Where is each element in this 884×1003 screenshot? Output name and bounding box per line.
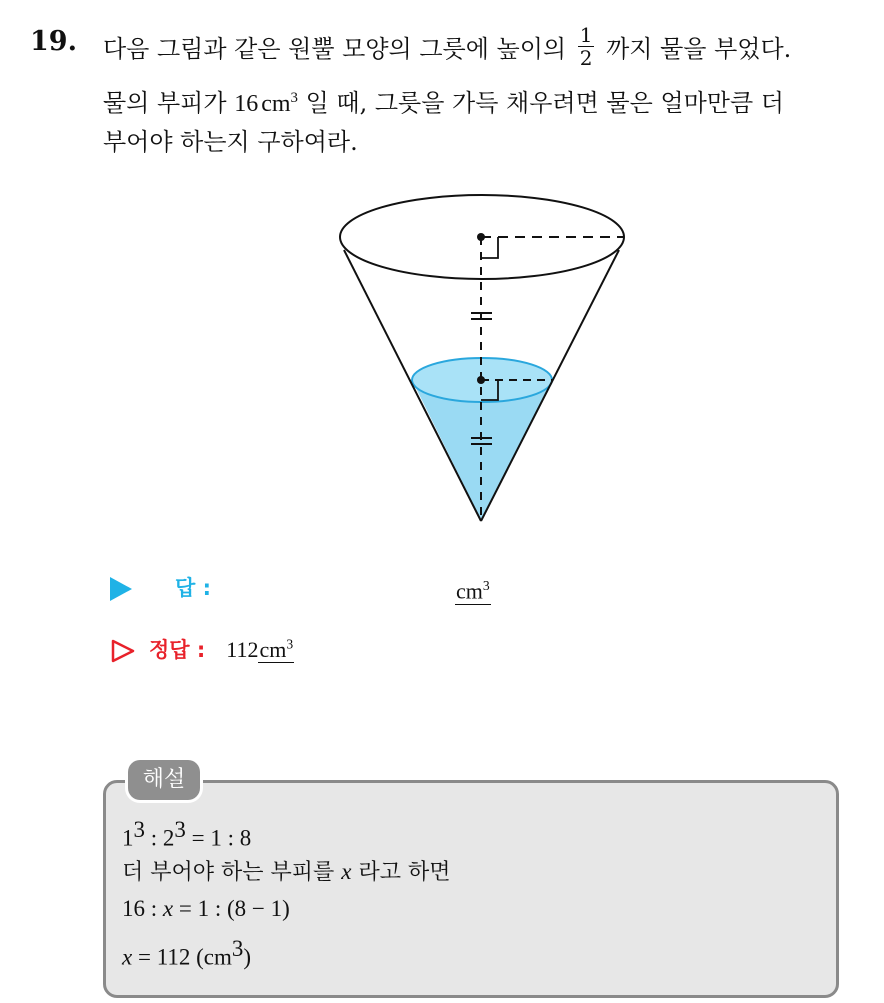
question-text-2b: 일 때, 그릇을 가득 채우려면 물은 얼마만큼 더 bbox=[305, 89, 784, 117]
fraction-denominator: 2 bbox=[579, 46, 593, 70]
answer-unit-exp: 3 bbox=[482, 578, 490, 593]
fraction-numerator: 1 bbox=[579, 23, 593, 47]
explanation-line-1 bbox=[122, 817, 251, 851]
cone-figure bbox=[330, 190, 630, 530]
exp1-b-exp: 3 bbox=[174, 817, 186, 842]
exp2-after: 라고 하면 bbox=[358, 860, 451, 885]
exp1-rest: = 1 : 8 bbox=[185, 825, 252, 851]
exp4-rest: = 112 (cm bbox=[132, 944, 232, 970]
correct-value-number: 112 bbox=[226, 637, 259, 662]
exp3-a: 16 : bbox=[122, 896, 163, 921]
explanation-line-2 bbox=[122, 855, 450, 886]
right-angle-top bbox=[481, 237, 498, 258]
exp1-mid: : 2 bbox=[145, 825, 175, 851]
exp1-a: 1 bbox=[122, 825, 134, 851]
explanation-tab: 해설 bbox=[128, 760, 200, 800]
question-line-3: 부어야 하는지 구하여라. bbox=[103, 128, 358, 156]
answer-unit-text: cm bbox=[456, 578, 483, 604]
fraction-one-half bbox=[578, 24, 595, 69]
exp3-rest: = 1 : (8 − 1) bbox=[173, 896, 290, 921]
correct-answer-row bbox=[110, 634, 294, 664]
exp4-exp: 3 bbox=[231, 936, 244, 961]
outline-arrow-icon bbox=[110, 638, 136, 664]
exp2-var: x bbox=[341, 859, 352, 884]
question-line-2 bbox=[103, 83, 784, 118]
play-arrow-icon bbox=[110, 577, 132, 601]
answer-row bbox=[110, 572, 211, 602]
exp1-a-exp: 3 bbox=[133, 817, 145, 842]
explanation-line-3 bbox=[122, 896, 290, 922]
correct-value-unit bbox=[258, 637, 294, 663]
question-text-1a: 다음 그림과 같은 원뿔 모양의 그릇에 높이의 bbox=[103, 35, 567, 63]
correct-answer-label: 정답 : bbox=[149, 638, 206, 662]
correct-unit-exp: 3 bbox=[286, 636, 294, 652]
exp2-before: 더 부어야 하는 부피를 bbox=[122, 860, 335, 885]
volume-unit: cm bbox=[261, 91, 291, 117]
exp3-var: x bbox=[162, 896, 174, 921]
question-text-2a: 물의 부피가 bbox=[103, 89, 227, 117]
answer-label: 답 : bbox=[175, 576, 211, 600]
correct-unit-text: cm bbox=[259, 637, 287, 662]
question-number: 19. bbox=[30, 26, 77, 57]
correct-answer-value bbox=[226, 637, 294, 662]
answer-unit bbox=[455, 573, 491, 605]
question-line-1 bbox=[103, 23, 792, 73]
volume-exp: 3 bbox=[290, 90, 298, 106]
volume-value: 16 bbox=[234, 91, 259, 117]
explanation-line-4 bbox=[122, 936, 251, 970]
water-center-point bbox=[477, 376, 485, 384]
top-center-point bbox=[477, 233, 485, 241]
question-text-1b: 까지 물을 부었다. bbox=[606, 35, 792, 63]
exp4-var: x bbox=[122, 944, 133, 970]
exp4-close: ) bbox=[243, 944, 252, 970]
